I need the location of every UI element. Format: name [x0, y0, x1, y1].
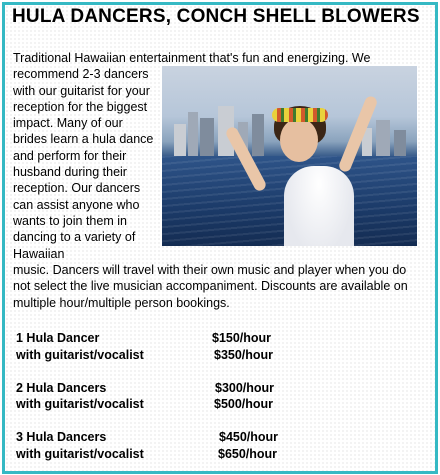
rate-price: $450/hour — [219, 430, 279, 444]
page-title: HULA DANCERS, CONCH SHELL BLOWERS — [12, 6, 420, 27]
rate-label: with guitarist/vocalist — [16, 347, 144, 362]
rate-label: with guitarist/vocalist — [16, 397, 144, 411]
description-tail: music. Dancers will travel with their own music and player when you do not select the live musician accompaniment. Discounts are available on multiple hour/multiple person bookings. — [13, 262, 408, 310]
rate-label: 3 Hula Dancers — [16, 430, 107, 444]
rate-price: $350/hour — [214, 347, 274, 362]
description-first-line: Traditional Hawaiian entertainment that's fun and energizing. We — [13, 51, 371, 65]
rate-label: 1 Hula Dancer — [16, 331, 100, 345]
rate-price: $650/hour — [218, 446, 278, 461]
hula-dancer-photo — [162, 66, 417, 246]
rate-label: 2 Hula Dancers — [16, 380, 107, 395]
rate-label: with guitarist/vocalist — [16, 446, 144, 461]
rate-price: $500/hour — [214, 397, 274, 411]
description-wrapped-text: recommend 2-3 dancers with our guitarist for your reception for the biggest impact. Many of our brides learn a hula dance and perform for their husband during their reception. Our dancers can assist anyone who wants to join them in dancing to a variety of Hawaiian — [13, 67, 154, 261]
rate-price: $300/hour — [215, 380, 275, 395]
rate-price: $150/hour — [212, 331, 272, 345]
description — [13, 50, 413, 311]
